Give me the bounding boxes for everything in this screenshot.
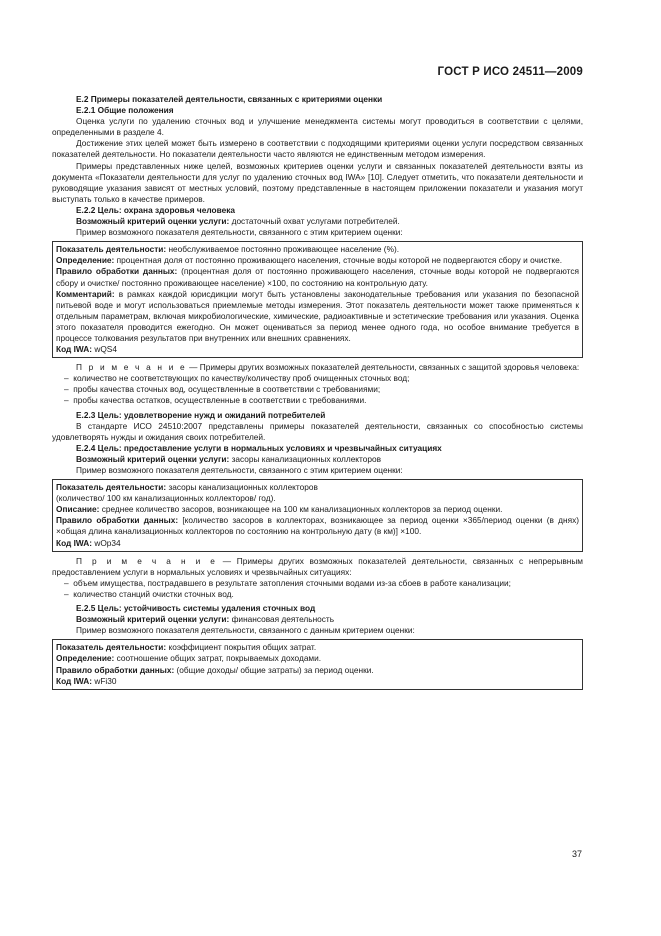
example-intro: Пример возможного показателя деятельности, связанного с этим критерием оценки: [76,465,403,475]
criterion-line [52,614,583,625]
example-intro: Пример возможного показателя деятельности, связанного с этим критерием оценки: [76,227,403,238]
section-e2-title: Е.2 Примеры показателей деятельности, связанных с критериями оценки [76,94,383,104]
code-value: wOp34 [92,537,121,548]
note [52,362,583,373]
rule-value: (процентная доля от постоянно проживающего населения, сточные воды которой не подвергаются сбору и очистке/ постоянно проживающее население) ×100, по состоянию на контрольную дату. [56,266,580,288]
indicator-line [56,482,579,493]
paragraph: Примеры представленных ниже целей, возможных критериев оценки услуги и связанных показателей деятельности взяты из документа «Показатели деятельности для услуг по удалению сточных вод IWA» [10]. Следует отметить, что показатели деятельности и руководящие указания зависят от местных условий, поэтому представленные в настоящем приложении показатели и указания могут выступать только в качестве примеров. [52,160,583,204]
criterion-value: засоры канализационных коллекторов [229,453,381,464]
list-item: – количество станций очистки сточных вод. [64,588,234,599]
definition-value: процентная доля от постоянно проживающего населения, сточные воды которой не подвергаются сбору и очистке. [114,255,563,266]
rule-value: (общие доходы/ общие затраты) за период оценки. [174,664,374,675]
indicator-value: коэффициент покрытия общих затрат. [166,642,317,653]
code-line [56,538,579,549]
indicator-label: Показатель деятельности: [56,482,167,493]
comment-label: Комментарий: [56,288,115,299]
note-label: П р и м е ч а н и е [76,362,187,373]
list-item: – количество не соответствующих по качеству/количеству проб очищенных сточных вод; [64,373,410,384]
document-header: ГОСТ Р ИСО 24511—2009 [437,66,583,78]
section-e23-title: Е.2.3 Цель: удовлетворение нужд и ожиданий потребителей [76,409,326,420]
indicator-box-wfi30 [52,639,583,689]
indicator-label: Показатель деятельности: [56,642,167,653]
criterion-line [52,216,583,227]
section-e22-title: Е.2.2 Цель: охрана здоровья человека [76,204,235,215]
note-text: — Примеры других возможных показателей деятельности, связанных с защитой здоровья человека: [186,362,580,373]
definition-label: Определение: [56,653,115,664]
indicator-label: Показатель деятельности: [56,244,167,255]
section-e24-title: Е.2.4 Цель: предоставление услуги в нормальных условиях и чрезвычайных ситуациях [76,442,442,453]
definition-line [56,255,579,266]
indicator-value: необслуживаемое постоянно проживающее население (%). [166,244,400,255]
code-value: wFi30 [92,675,117,686]
paragraph: Оценка услуги по удалению сточных вод и улучшение менеджмента системы могут проводиться в соответствии с целями, определенными в разделе 4. [52,116,583,138]
criterion-label: Возможный критерий оценки услуги: [76,614,230,625]
code-line [56,676,579,687]
section-e21-title: Е.2.1 Общие положения [76,105,174,116]
indicator-box-wop34 [52,479,583,552]
list-item: – пробы качества остатков, осуществленные в соответствии с требованиями. [64,395,367,406]
code-label: Код IWA: [56,675,93,686]
definition-line [56,653,579,664]
note-label: П р и м е ч а н и е [76,555,218,566]
rule-label: Правило обработки данных: [56,664,175,675]
indicator-line [56,642,579,653]
code-value: wQS4 [92,344,117,355]
page-content [52,94,583,694]
rule-line [56,515,579,537]
example-intro: Пример возможного показателя деятельности, связанного с данным критерием оценки: [76,625,415,636]
description-label: Описание: [56,504,100,515]
criterion-value: достаточный охват услугами потребителей. [229,216,400,227]
definition-value: соотношение общих затрат, покрываемых доходами. [114,653,322,664]
rule-label: Правило обработки данных: [56,266,178,277]
indicator-value: засоры канализационных коллекторов [166,482,318,493]
code-label: Код IWA: [56,537,93,548]
code-line [56,344,579,355]
section-e25-title: Е.2.5 Цель: устойчивость системы удаления сточных вод [76,603,316,614]
code-label: Код IWA: [56,344,93,355]
indicator-box-wqs4 [52,241,583,358]
rule-value: [количество засоров в коллекторах, возникающее за период оценки ×365/период оценки (в днях) ×общая длина канализационных коллекторов по состоянию на контрольную дату (в км)] ×100. [56,515,579,537]
rule-line [56,665,579,676]
rule-line [56,266,579,288]
definition-label: Определение: [56,255,115,266]
indicator-line [56,244,579,255]
note [52,556,583,578]
criterion-line [52,454,583,465]
paragraph: Достижение этих целей может быть измерено в соответствии с подходящими критериями оценки услуги посредством связанных показателей деятельности. Но показатели деятельности часто являются не единственным методом измерения. [52,138,583,160]
comment-value: в рамках каждой юрисдикции могут быть установлены законодательные требования или указания по безопасной питьевой воде и могут использоваться приемлемые методы измерения. Этот показатель деятельности может также применяться к отдельным параметрам, включая микробиологические, химические, радиоактивные и эстетические требования или указания. Оценка этого показателя проводится ежегодно. Он может оцениваться за период менее одного года, но особое внимание требуется в процессе толкования результатов при внутренних или внешних сравнениях. [56,288,579,343]
description-value: среднее количество засоров, возникающее на 100 км канализационных коллекторов за период оценки. [99,504,503,515]
criterion-label: Возможный критерий оценки услуги: [76,453,230,464]
description-line [56,504,579,515]
indicator-unit-line: (количество/ 100 км канализационных коллекторов/ год). [56,493,276,504]
list-item: – объем имущества, пострадавшего в результате затопления сточными водами из-за сбоев в работе канализации; [64,577,511,588]
list-item: – пробы качества сточных вод, осуществленные в соответствии с требованиями; [64,384,381,395]
paragraph: В стандарте ИСО 24510:2007 представлены примеры показателей деятельности, связанных со способностью системы удовлетворять нужды и ожидания своих потребителей. [52,420,583,442]
rule-label: Правило обработки данных: [56,515,179,526]
criterion-value: финансовая деятельность [229,614,335,625]
note-text: — Примеры других возможных показателей деятельности, связанных с непрерывным предоставлением услуги в нормальных условиях и чрезвычайных ситуациях: [52,555,583,577]
comment-line [56,289,579,344]
page-number: 37 [571,849,582,859]
criterion-label: Возможный критерий оценки услуги: [76,216,230,227]
